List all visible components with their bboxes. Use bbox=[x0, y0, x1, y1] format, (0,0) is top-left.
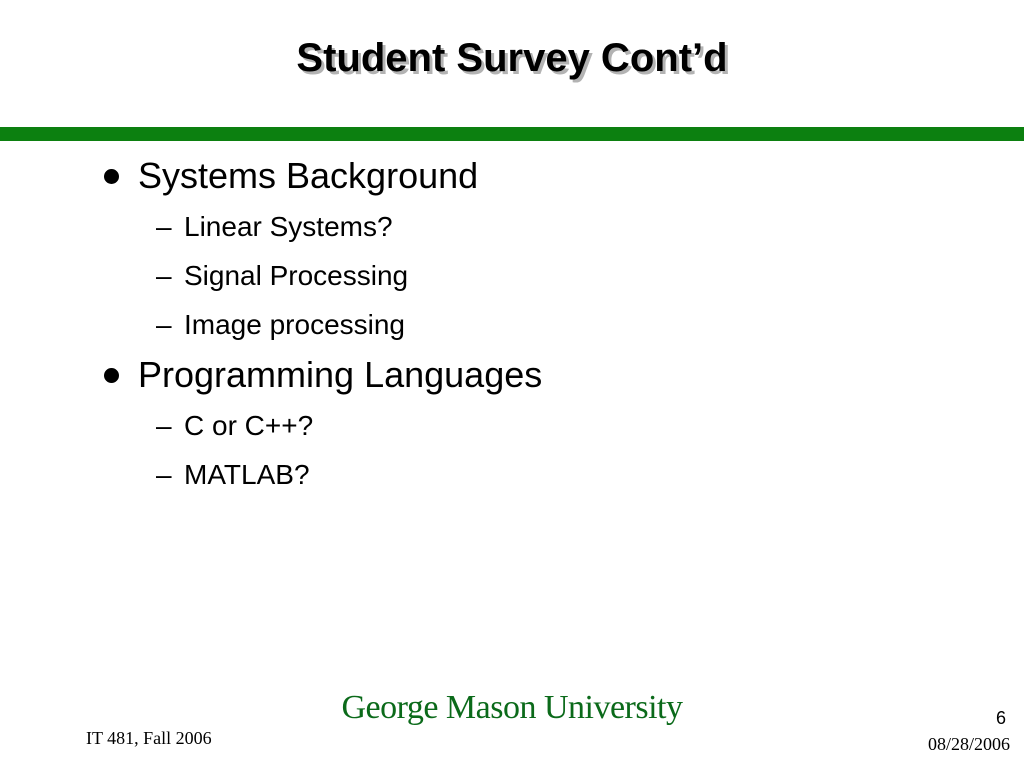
dash-marker: – bbox=[156, 211, 172, 242]
sub-bullet-text: Image processing bbox=[184, 309, 406, 340]
sub-bullet-text: Linear Systems? bbox=[184, 211, 393, 242]
page-number: 6 bbox=[995, 708, 1006, 728]
sub-bullet-item bbox=[100, 300, 980, 349]
sub-bullet-text: MATLAB? bbox=[184, 459, 310, 490]
bullet-item bbox=[100, 349, 980, 401]
bullet-list bbox=[100, 150, 980, 499]
slide-title: Student Survey Cont’d bbox=[296, 36, 728, 80]
sub-bullet-item bbox=[100, 401, 980, 450]
bullet-text: Systems Background bbox=[138, 155, 479, 196]
dash-marker: – bbox=[156, 309, 172, 340]
bullet-text: Programming Languages bbox=[138, 354, 543, 395]
title-divider bbox=[0, 127, 1024, 141]
bullet-dot-icon bbox=[104, 368, 119, 383]
dash-marker: – bbox=[156, 459, 172, 490]
sub-bullet-item bbox=[100, 202, 980, 251]
date-label: 08/28/2006 bbox=[927, 734, 1010, 754]
course-label: IT 481, Fall 2006 bbox=[86, 728, 212, 748]
bullet-item bbox=[100, 150, 980, 202]
sub-bullet-text: Signal Processing bbox=[184, 260, 409, 291]
sub-bullet-text: C or C++? bbox=[184, 410, 314, 441]
sub-bullet-item bbox=[100, 450, 980, 499]
dash-marker: – bbox=[156, 410, 172, 441]
dash-marker: – bbox=[156, 260, 172, 291]
bullet-dot-icon bbox=[104, 169, 119, 184]
sub-bullet-item bbox=[100, 251, 980, 300]
university-logo: George Mason University bbox=[341, 689, 683, 726]
